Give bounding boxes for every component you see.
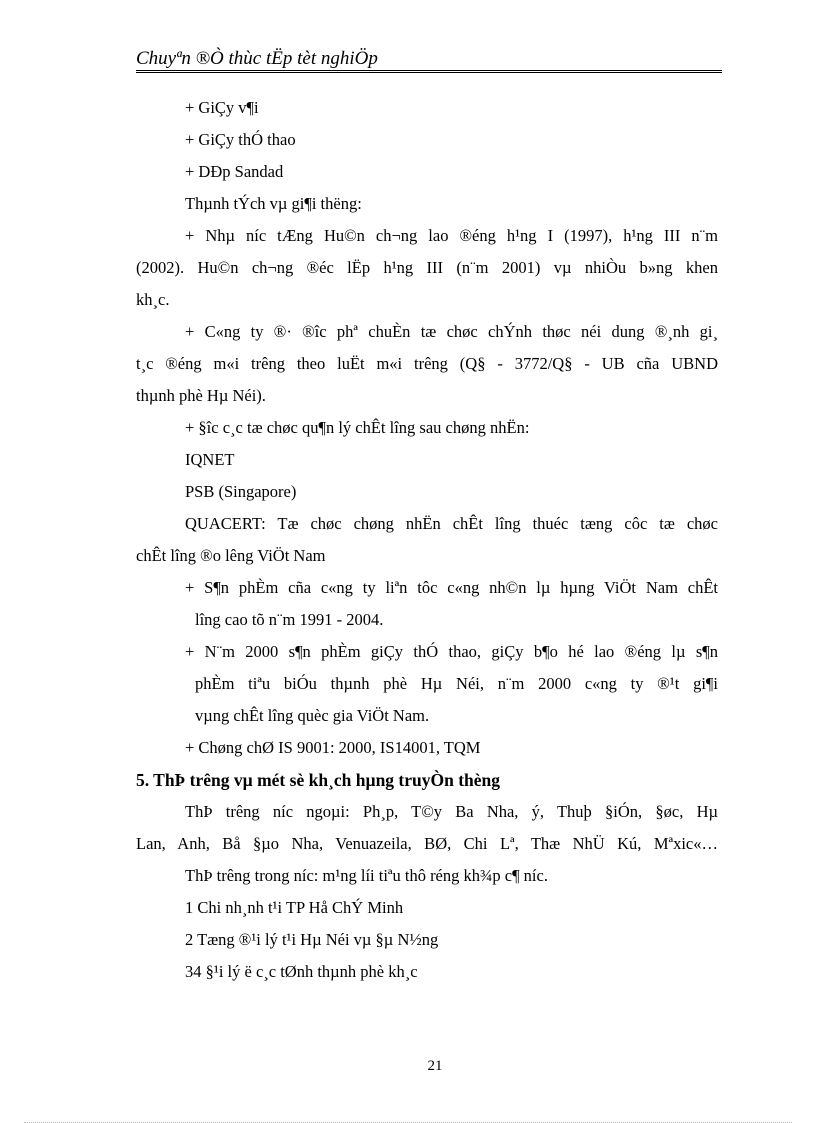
text-line: chÊt lîng ®o lêng ViÖt Nam (136, 546, 326, 565)
text-line: 2 Tæng ®¹i lý t¹i Hµ Néi vµ §µ N½ng (185, 930, 439, 949)
text-line: thµnh phè Hµ Néi). (136, 386, 266, 405)
text-line: 1 Chi nh¸nh t¹i TP Hå ChÝ Minh (185, 898, 404, 917)
text-line: + DÐp Sandad (185, 162, 284, 181)
text-line: 34 §¹i lý ë c¸c tØnh thµnh phè kh¸c (185, 962, 418, 981)
text-line: Lan, Anh, Bå §µo Nha, Venuazeila, BØ, Chi Lª, Thæ NhÜ Kú, Mªxic«… (136, 834, 718, 853)
page-number: 21 (427, 1058, 443, 1074)
text-line: phÈm tiªu biÓu thµnh phè Hµ Néi, n¨m 2000 c«ng ty ®¹t gi¶i (195, 674, 718, 693)
text-line: + Nhµ níc tÆng Hu©n ch¬ng lao ®éng h¹ng I (1997), h¹ng III n¨m (185, 226, 718, 245)
text-line: + C«ng ty ®· ®îc phª chuÈn tæ chøc chÝnh thøc néi dung ®¸nh gi¸ (185, 322, 718, 341)
text-line: t¸c ®éng m«i trêng theo luËt m«i trêng (Q§ - 3772/Q§ - UB cña UBND (136, 354, 718, 373)
text-line: ThÞ trêng trong níc: m¹ng líi tiªu thô réng kh¾p c¶ níc. (185, 866, 548, 885)
text-line: + N¨m 2000 s¶n phÈm giÇy thÓ thao, giÇy b¶o hé lao ®éng lµ s¶n (185, 642, 718, 661)
text-line: + §îc c¸c tæ chøc qu¶n lý chÊt lîng sau chøng nhËn: (185, 418, 530, 437)
text-line: kh¸c. (136, 290, 170, 309)
text-line: + S¶n phÈm cña c«ng ty liªn tôc c«ng nh©n lµ hµng ViÖt Nam chÊt (185, 578, 718, 597)
text-line: IQNET (185, 450, 235, 469)
text-line: ThÞ trêng níc ngoµi: Ph¸p, T©y Ba Nha, ý, Thuþ §iÓn, §øc, Hµ (185, 802, 718, 821)
text-line: + Chøng chØ IS 9001: 2000, IS14001, TQM (185, 738, 481, 757)
text-line: + GiÇy thÓ thao (185, 130, 296, 149)
text-line: lîng cao tõ n¨m 1991 - 2004. (195, 610, 384, 629)
section-heading: 5. ThÞ trêng vµ mét sè kh¸ch hµng truyÒn thèng (136, 770, 501, 790)
text-line: PSB (Singapore) (185, 482, 297, 501)
text-line: QUACERT: Tæ chøc chøng nhËn chÊt lîng thuéc tæng côc tæ chøc (185, 514, 718, 533)
text-line: (2002). Hu©n ch¬ng ®éc lËp h¹ng III (n¨m 2001) vµ nhiÒu b»ng khen (136, 258, 718, 277)
text-line: + GiÇy v¶i (185, 98, 259, 117)
page-header: Chuyªn ®Ò thùc tËp tèt nghiÖp (136, 48, 722, 73)
document-body (136, 92, 718, 988)
text-line: vµng chÊt lîng quèc gia ViÖt Nam. (195, 706, 430, 725)
text-line: Thµnh tÝch vµ gi¶i thëng: (185, 194, 362, 213)
